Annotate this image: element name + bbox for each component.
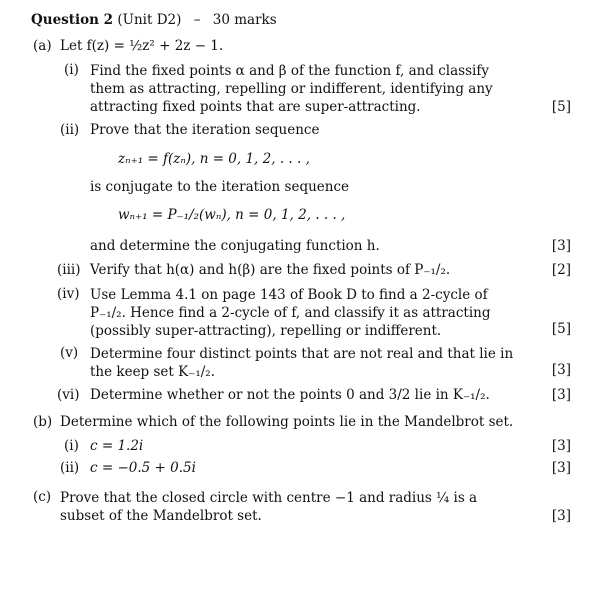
a-vi-text: Determine whether or not the points 0 and 3/2 lie in K₋₁/₂.: [90, 387, 490, 403]
a-ii-eq2: [118, 207, 345, 223]
part-c-text: Prove that the closed circle with centre −1 and radius ¼ is a subset of the Mandelbrot set.: [60, 490, 478, 524]
a-ii-text2: is conjugate to the iteration sequence: [90, 179, 350, 195]
b-i-marks: [3]: [551, 438, 571, 454]
a-iv-text: Use Lemma 4.1 on page 143 of Book D to find a 2-cycle of P₋₁/₂. Hence find a 2-cycle of f, and classify it as attracting (possibly super-attracting), repelling or indifferent.: [90, 287, 491, 339]
b-ii-marks: [3]: [551, 460, 571, 476]
question-heading: [31, 12, 277, 28]
part-a-label: (a): [33, 38, 52, 54]
a-ii-eq1-text: zₙ₊₁ = f(zₙ), n = 0, 1, 2, . . . ,: [118, 151, 310, 167]
b-ii-text-value: c = −0.5 + 0.5i: [90, 460, 196, 476]
a-ii-marks: [3]: [551, 238, 571, 254]
a-iii-marks: [2]: [551, 262, 571, 278]
b-ii-label: (ii): [60, 460, 80, 476]
b-i-text: [90, 438, 143, 454]
heading-dash: –: [193, 12, 201, 28]
a-i-text: Find the fixed points α and β of the function f, and classify them as attracting, repelling or indifferent, identifying any attracting fixed points that are super-attracting.: [90, 63, 493, 115]
a-iv-label: (iv): [57, 286, 80, 302]
a-iv-marks: [5]: [551, 321, 571, 337]
part-b-label: (b): [33, 414, 53, 430]
a-v-marks: [3]: [551, 362, 571, 378]
a-ii-eq2-text: wₙ₊₁ = P₋₁/₂(wₙ), n = 0, 1, 2, . . . ,: [118, 207, 346, 223]
a-ii-label: (ii): [60, 122, 80, 138]
a-i-label: (i): [64, 62, 79, 78]
a-ii-eq1: [118, 151, 310, 167]
a-iii-label: (iii): [57, 262, 81, 278]
part-c-label: (c): [33, 489, 52, 505]
a-v-text: Determine four distinct points that are not real and that lie in the keep set K₋₁/₂.: [90, 346, 514, 380]
a-ii-text1: Prove that the iteration sequence: [90, 122, 320, 138]
part-a-intro: [60, 38, 223, 54]
part-b-text: Determine which of the following points lie in the Mandelbrot set.: [60, 414, 514, 430]
b-i-label: (i): [64, 438, 79, 454]
a-i-marks: [5]: [551, 99, 571, 115]
b-i-text-value: c = 1.2i: [90, 438, 144, 454]
b-ii-text: [90, 460, 196, 476]
a-vi-label: (vi): [57, 387, 80, 403]
question-marks: 30 marks: [212, 12, 277, 28]
a-iii-text: Verify that h(α) and h(β) are the fixed points of P₋₁/₂.: [90, 262, 451, 278]
question-unit: (Unit D2): [117, 12, 182, 28]
a-vi-marks: [3]: [551, 387, 571, 403]
question-number: Question 2: [31, 12, 114, 28]
a-v-label: (v): [60, 345, 79, 361]
part-c-marks: [3]: [551, 508, 571, 524]
part-a-intro-text: Let f(z) = ½z² + 2z − 1.: [60, 38, 224, 54]
a-ii-text3: and determine the conjugating function h.: [90, 238, 380, 254]
